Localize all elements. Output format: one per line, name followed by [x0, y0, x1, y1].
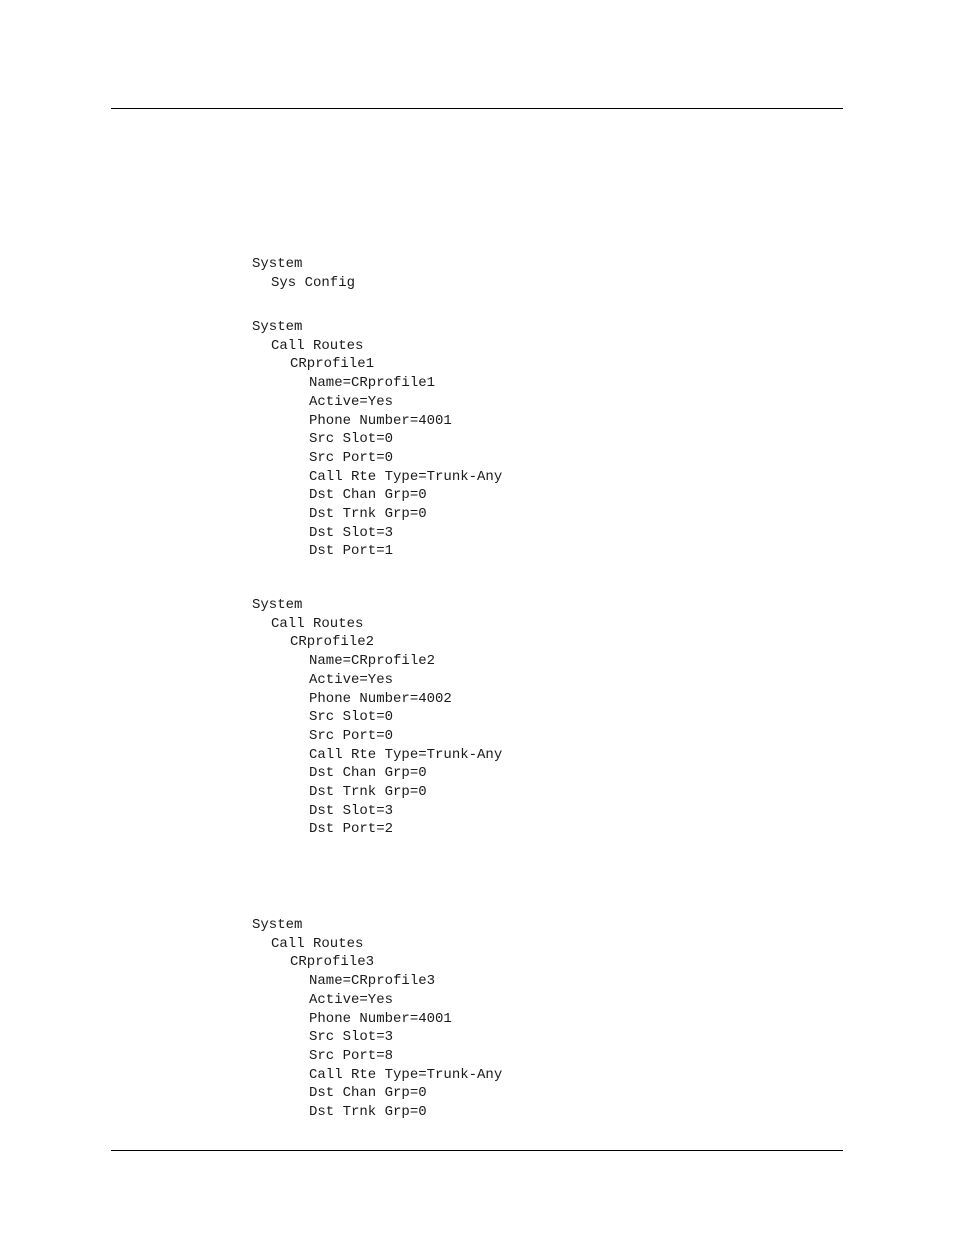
- config-line: System: [252, 917, 303, 933]
- config-line: Call Rte Type=Trunk-Any: [309, 468, 503, 485]
- config-line: Src Port=0: [309, 449, 394, 466]
- config-line: Dst Trnk Grp=0: [309, 784, 427, 800]
- config-line: Phone Number=4001: [309, 412, 452, 429]
- config-line: Phone Number=4001: [309, 1010, 452, 1027]
- config-line: Dst Trnk Grp=0: [309, 506, 427, 522]
- config-line: Phone Number=4002: [309, 690, 452, 707]
- config-line: Dst Slot=3: [309, 802, 394, 819]
- footer-rule: [111, 1150, 843, 1151]
- config-line: Call Routes: [271, 615, 364, 632]
- config-line: Dst Chan Grp=0: [309, 487, 427, 504]
- config-line: Dst Slot=3: [309, 524, 394, 541]
- config-line: CRprofile2: [290, 634, 375, 651]
- config-line: Src Slot=3: [309, 1029, 394, 1046]
- config-line: Call Routes: [271, 337, 364, 354]
- config-line: Dst Chan Grp=0: [309, 1085, 427, 1102]
- config-line: Dst Chan Grp=0: [309, 765, 427, 782]
- config-line: Src Port=0: [309, 727, 394, 744]
- config-line: Sys Config: [271, 274, 356, 291]
- config-line: Active=Yes: [309, 671, 394, 688]
- config-line: Dst Port=1: [309, 543, 394, 560]
- config-line: Name=CRprofile2: [309, 653, 436, 670]
- config-line: Call Rte Type=Trunk-Any: [309, 746, 503, 763]
- config-line: Call Rte Type=Trunk-Any: [309, 1066, 503, 1083]
- config-line: Active=Yes: [309, 393, 394, 410]
- header-rule: [111, 108, 843, 109]
- config-line: Active=Yes: [309, 991, 394, 1008]
- config-line: Src Slot=0: [309, 709, 394, 726]
- config-line: Dst Port=2: [309, 821, 394, 838]
- config-line: Name=CRprofile1: [309, 375, 436, 392]
- config-line: CRprofile3: [290, 954, 375, 971]
- config-line: System: [252, 256, 303, 272]
- config-line: Src Port=8: [309, 1047, 394, 1064]
- config-line: System: [252, 319, 303, 335]
- config-line: Name=CRprofile3: [309, 973, 436, 990]
- config-line: CRprofile1: [290, 356, 375, 373]
- config-line: System: [252, 597, 303, 613]
- config-line: Dst Trnk Grp=0: [309, 1104, 427, 1120]
- config-line: Call Routes: [271, 935, 364, 952]
- config-line: Src Slot=0: [309, 431, 394, 448]
